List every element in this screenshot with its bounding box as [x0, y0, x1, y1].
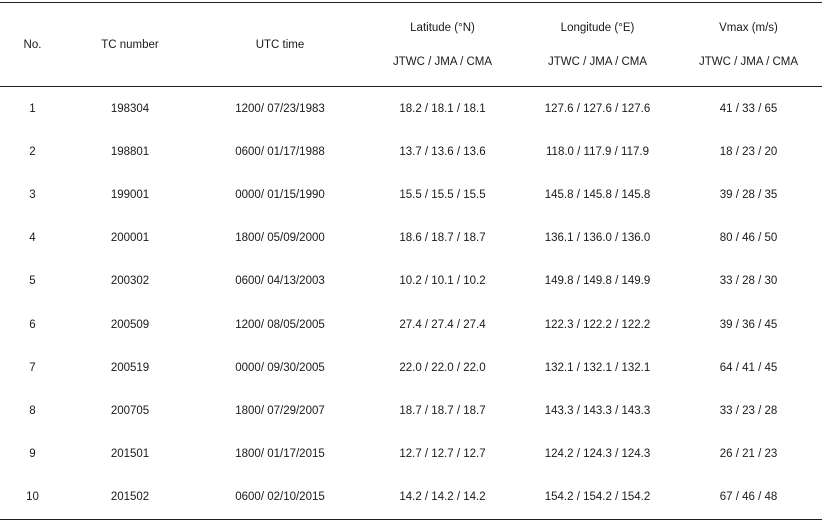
cell-latitude: 18.6 / 18.7 / 18.7: [399, 232, 486, 245]
header-latitude: [365, 3, 520, 87]
cell-no: 4: [29, 232, 36, 245]
cell-no: 7: [29, 361, 36, 374]
header-vmax: [675, 3, 822, 87]
cell-no: 3: [29, 188, 36, 201]
cell-tc-number: 200302: [110, 275, 150, 288]
header-latitude-title: Latitude (°N): [410, 21, 475, 34]
cell-utc-time: 0600/ 02/10/2015: [235, 491, 325, 504]
cell-vmax: 26 / 21 / 23: [719, 448, 778, 461]
cell-latitude: 12.7 / 12.7 / 12.7: [399, 448, 486, 461]
cell-tc-number: 200509: [110, 318, 150, 331]
cell-vmax: 41 / 33 / 65: [719, 102, 778, 115]
cell-no: 9: [29, 448, 36, 461]
cell-tc-number: 198304: [110, 102, 150, 115]
cell-vmax: 64 / 41 / 45: [719, 361, 778, 374]
cell-vmax: 67 / 46 / 48: [719, 491, 778, 504]
cell-tc-number: 201502: [110, 491, 150, 504]
cell-vmax: 33 / 23 / 28: [719, 404, 778, 417]
cell-utc-time: 1200/ 08/05/2005: [235, 318, 325, 331]
header-row: [0, 3, 822, 87]
cell-utc-time: 1800/ 01/17/2015: [235, 448, 325, 461]
table-header: [0, 3, 822, 87]
cell-tc-number: 201501: [110, 448, 150, 461]
cell-no: 10: [26, 491, 39, 504]
cell-utc-time: 0000/ 01/15/1990: [235, 188, 325, 201]
header-vmax-title: Vmax (m/s): [719, 21, 778, 34]
table-row: [0, 87, 822, 131]
tc-data-table: [0, 2, 822, 520]
cell-no: 5: [29, 275, 36, 288]
cell-vmax: 80 / 46 / 50: [719, 232, 778, 245]
cell-latitude: 27.4 / 27.4 / 27.4: [399, 318, 486, 331]
cell-longitude: 149.8 / 149.8 / 149.9: [544, 275, 651, 288]
table-row: [0, 476, 822, 520]
header-longitude-title: Longitude (°E): [560, 21, 635, 34]
cell-utc-time: 1800/ 05/09/2000: [235, 232, 325, 245]
cell-longitude: 143.3 / 143.3 / 143.3: [544, 404, 651, 417]
cell-vmax: 39 / 36 / 45: [719, 318, 778, 331]
cell-tc-number: 199001: [110, 188, 150, 201]
table-row: [0, 130, 822, 173]
cell-longitude: 122.3 / 122.2 / 122.2: [544, 318, 651, 331]
cell-latitude: 10.2 / 10.1 / 10.2: [399, 275, 486, 288]
cell-latitude: 15.5 / 15.5 / 15.5: [399, 188, 486, 201]
cell-utc-time: 0600/ 01/17/1988: [235, 145, 325, 158]
cell-latitude: 18.2 / 18.1 / 18.1: [399, 102, 486, 115]
header-utc-time: UTC time: [255, 38, 305, 51]
cell-vmax: 33 / 28 / 30: [719, 275, 778, 288]
cell-longitude: 154.2 / 154.2 / 154.2: [544, 491, 651, 504]
cell-longitude: 127.6 / 127.6 / 127.6: [544, 102, 651, 115]
cell-utc-time: 1800/ 07/29/2007: [235, 404, 325, 417]
cell-no: 6: [29, 318, 36, 331]
cell-vmax: 39 / 28 / 35: [719, 188, 778, 201]
cell-longitude: 132.1 / 132.1 / 132.1: [544, 361, 651, 374]
cell-longitude: 118.0 / 117.9 / 117.9: [546, 145, 649, 158]
cell-utc-time: 1200/ 07/23/1983: [235, 102, 325, 115]
cell-utc-time: 0600/ 04/13/2003: [235, 275, 325, 288]
cell-tc-number: 200001: [110, 232, 150, 245]
table-row: [0, 260, 822, 303]
cell-longitude: 136.1 / 136.0 / 136.0: [544, 232, 651, 245]
cell-latitude: 18.7 / 18.7 / 18.7: [399, 404, 486, 417]
header-tc-number: TC number: [101, 38, 159, 51]
table-row: [0, 389, 822, 432]
header-vmax-sub: JTWC / JMA / CMA: [698, 55, 799, 68]
cell-vmax: 18 / 23 / 20: [719, 145, 778, 158]
cell-longitude: 145.8 / 145.8 / 145.8: [544, 188, 651, 201]
cell-tc-number: 200519: [110, 361, 150, 374]
cell-longitude: 124.2 / 124.3 / 124.3: [544, 448, 651, 461]
header-latitude-sub: JTWC / JMA / CMA: [392, 55, 493, 68]
cell-no: 1: [29, 102, 36, 115]
cell-no: 8: [29, 404, 36, 417]
header-longitude-sub: JTWC / JMA / CMA: [547, 55, 648, 68]
cell-tc-number: 200705: [110, 404, 150, 417]
cell-tc-number: 198801: [110, 145, 150, 158]
table-row: [0, 346, 822, 389]
cell-latitude: 14.2 / 14.2 / 14.2: [399, 491, 486, 504]
table-row: [0, 303, 822, 346]
table-body: [0, 87, 822, 520]
cell-utc-time: 0000/ 09/30/2005: [235, 361, 325, 374]
table-row: [0, 433, 822, 476]
table-row: [0, 217, 822, 260]
header-longitude: [520, 3, 675, 87]
table-row: [0, 173, 822, 216]
cell-latitude: 22.0 / 22.0 / 22.0: [399, 361, 486, 374]
cell-latitude: 13.7 / 13.6 / 13.6: [399, 145, 486, 158]
cell-no: 2: [29, 145, 36, 158]
header-no: No.: [23, 38, 42, 51]
